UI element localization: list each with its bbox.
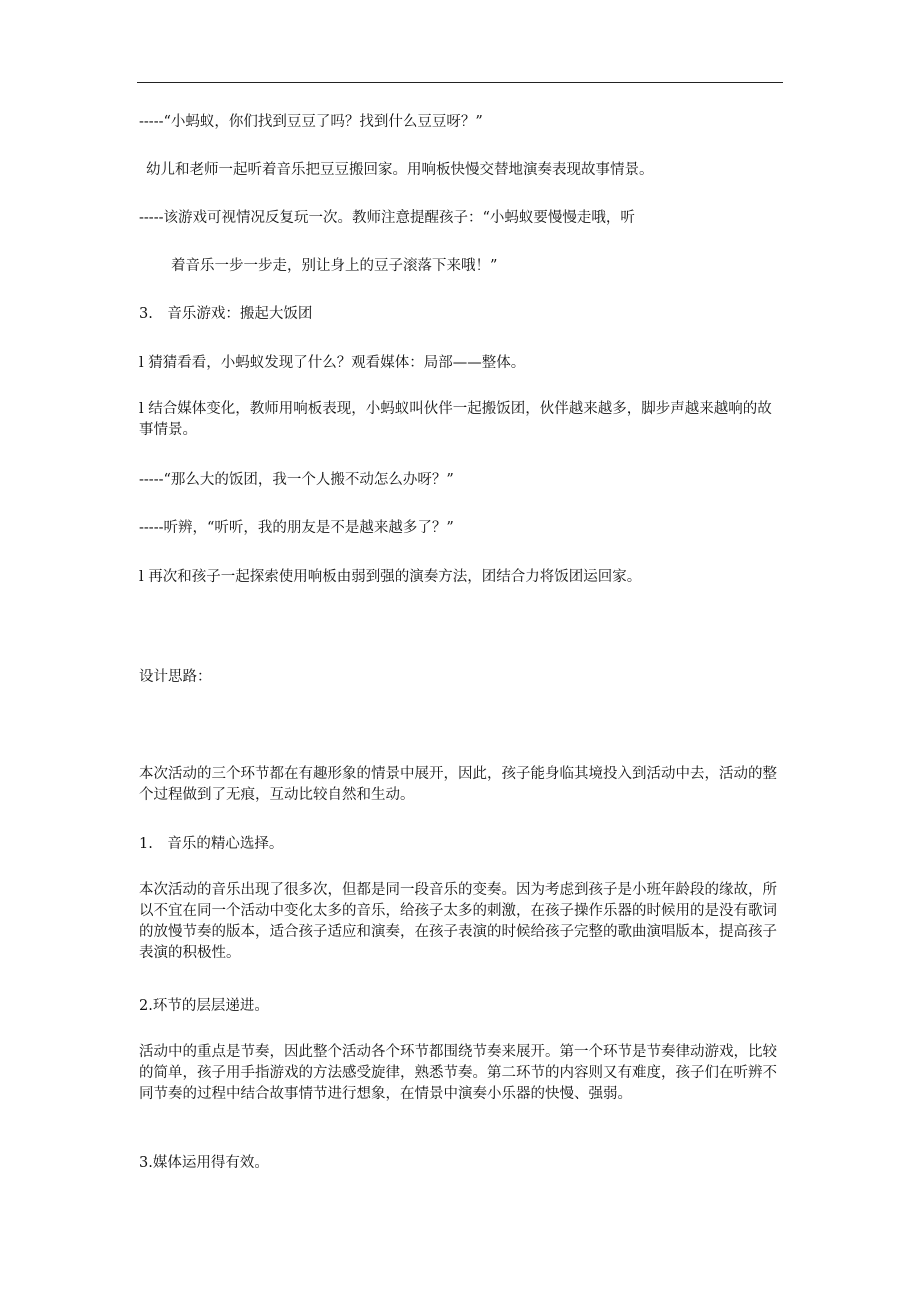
design-heading: 设计思路：: [139, 669, 212, 685]
point-1-paragraph: 本次活动的音乐出现了很多次，但都是同一段音乐的变奏。因为考虑到孩子是小班年龄段的缘故，所以不宜在同一个活动中变化太多的音乐，给孩子太多的刺激，在孩子操作乐器的时候用的是没有歌词的放慢节奏的版本，适合孩子适应和演奏，在孩子表演的时候给孩子完整的歌曲演唱版本，提高孩子表演的积极性。: [139, 882, 777, 961]
design-intro-paragraph: 本次活动的三个环节都在有趣形象的情景中展开，因此，孩子能身临其境投入到活动中去，活动的整个过程做到了无痕，互动比较自然和生动。: [139, 766, 777, 803]
point-3-heading: 3.媒体运用得有效。: [139, 1155, 269, 1171]
dialogue-line-2: -----该游戏可视情况反复玩一次。教师注意提醒孩子：“小蚂蚁要慢慢走哦，听: [139, 210, 635, 226]
dialogue-line-2-cont: 着音乐一步一步走，别让身上的豆子滚落下来哦！”: [171, 258, 498, 274]
point-2-heading: 2.环节的层层递进。: [139, 998, 269, 1014]
bullet-item-1: l 猜猜看看，小蚂蚁发现了什么？观看媒体：局部——整体。: [139, 355, 526, 371]
section-heading-3: 3. 音乐游戏：搬起大饭团: [139, 306, 313, 322]
dialogue-line-1: -----“小蚂蚁，你们找到豆豆了吗？找到什么豆豆呀？”: [139, 114, 483, 130]
point-1-heading: 1. 音乐的精心选择。: [139, 836, 284, 852]
point-2-paragraph: 活动中的重点是节奏，因此整个活动各个环节都围绕节奏来展开。第一个环节是节奏律动游戏，比较的简单，孩子用手指游戏的方法感受旋律，熟悉节奏。第二环节的内容则又有难度，孩子们在听辨不同节奏的过程中结合故事情节进行想象，在情景中演奏小乐器的快慢、强弱。: [139, 1044, 777, 1102]
header-rule: [137, 82, 783, 83]
paragraph-play-music: 幼儿和老师一起听着音乐把豆豆搬回家。用响板快慢交替地演奏表现故事情景。: [146, 162, 654, 178]
bullet-item-2: l 结合媒体变化，教师用响板表现，小蚂蚁叫伙伴一起搬饭团，伙伴越来越多，脚步声越来越响的故事情景。: [139, 401, 772, 438]
dialogue-line-4: -----听辨，“听听，我的朋友是不是越来越多了？”: [139, 520, 454, 536]
dialogue-line-3: -----“那么大的饭团，我一个人搬不动怎么办呀？”: [139, 472, 454, 488]
bullet-item-3: l 再次和孩子一起探索使用响板由弱到强的演奏方法，团结合力将饭团运回家。: [139, 569, 642, 585]
